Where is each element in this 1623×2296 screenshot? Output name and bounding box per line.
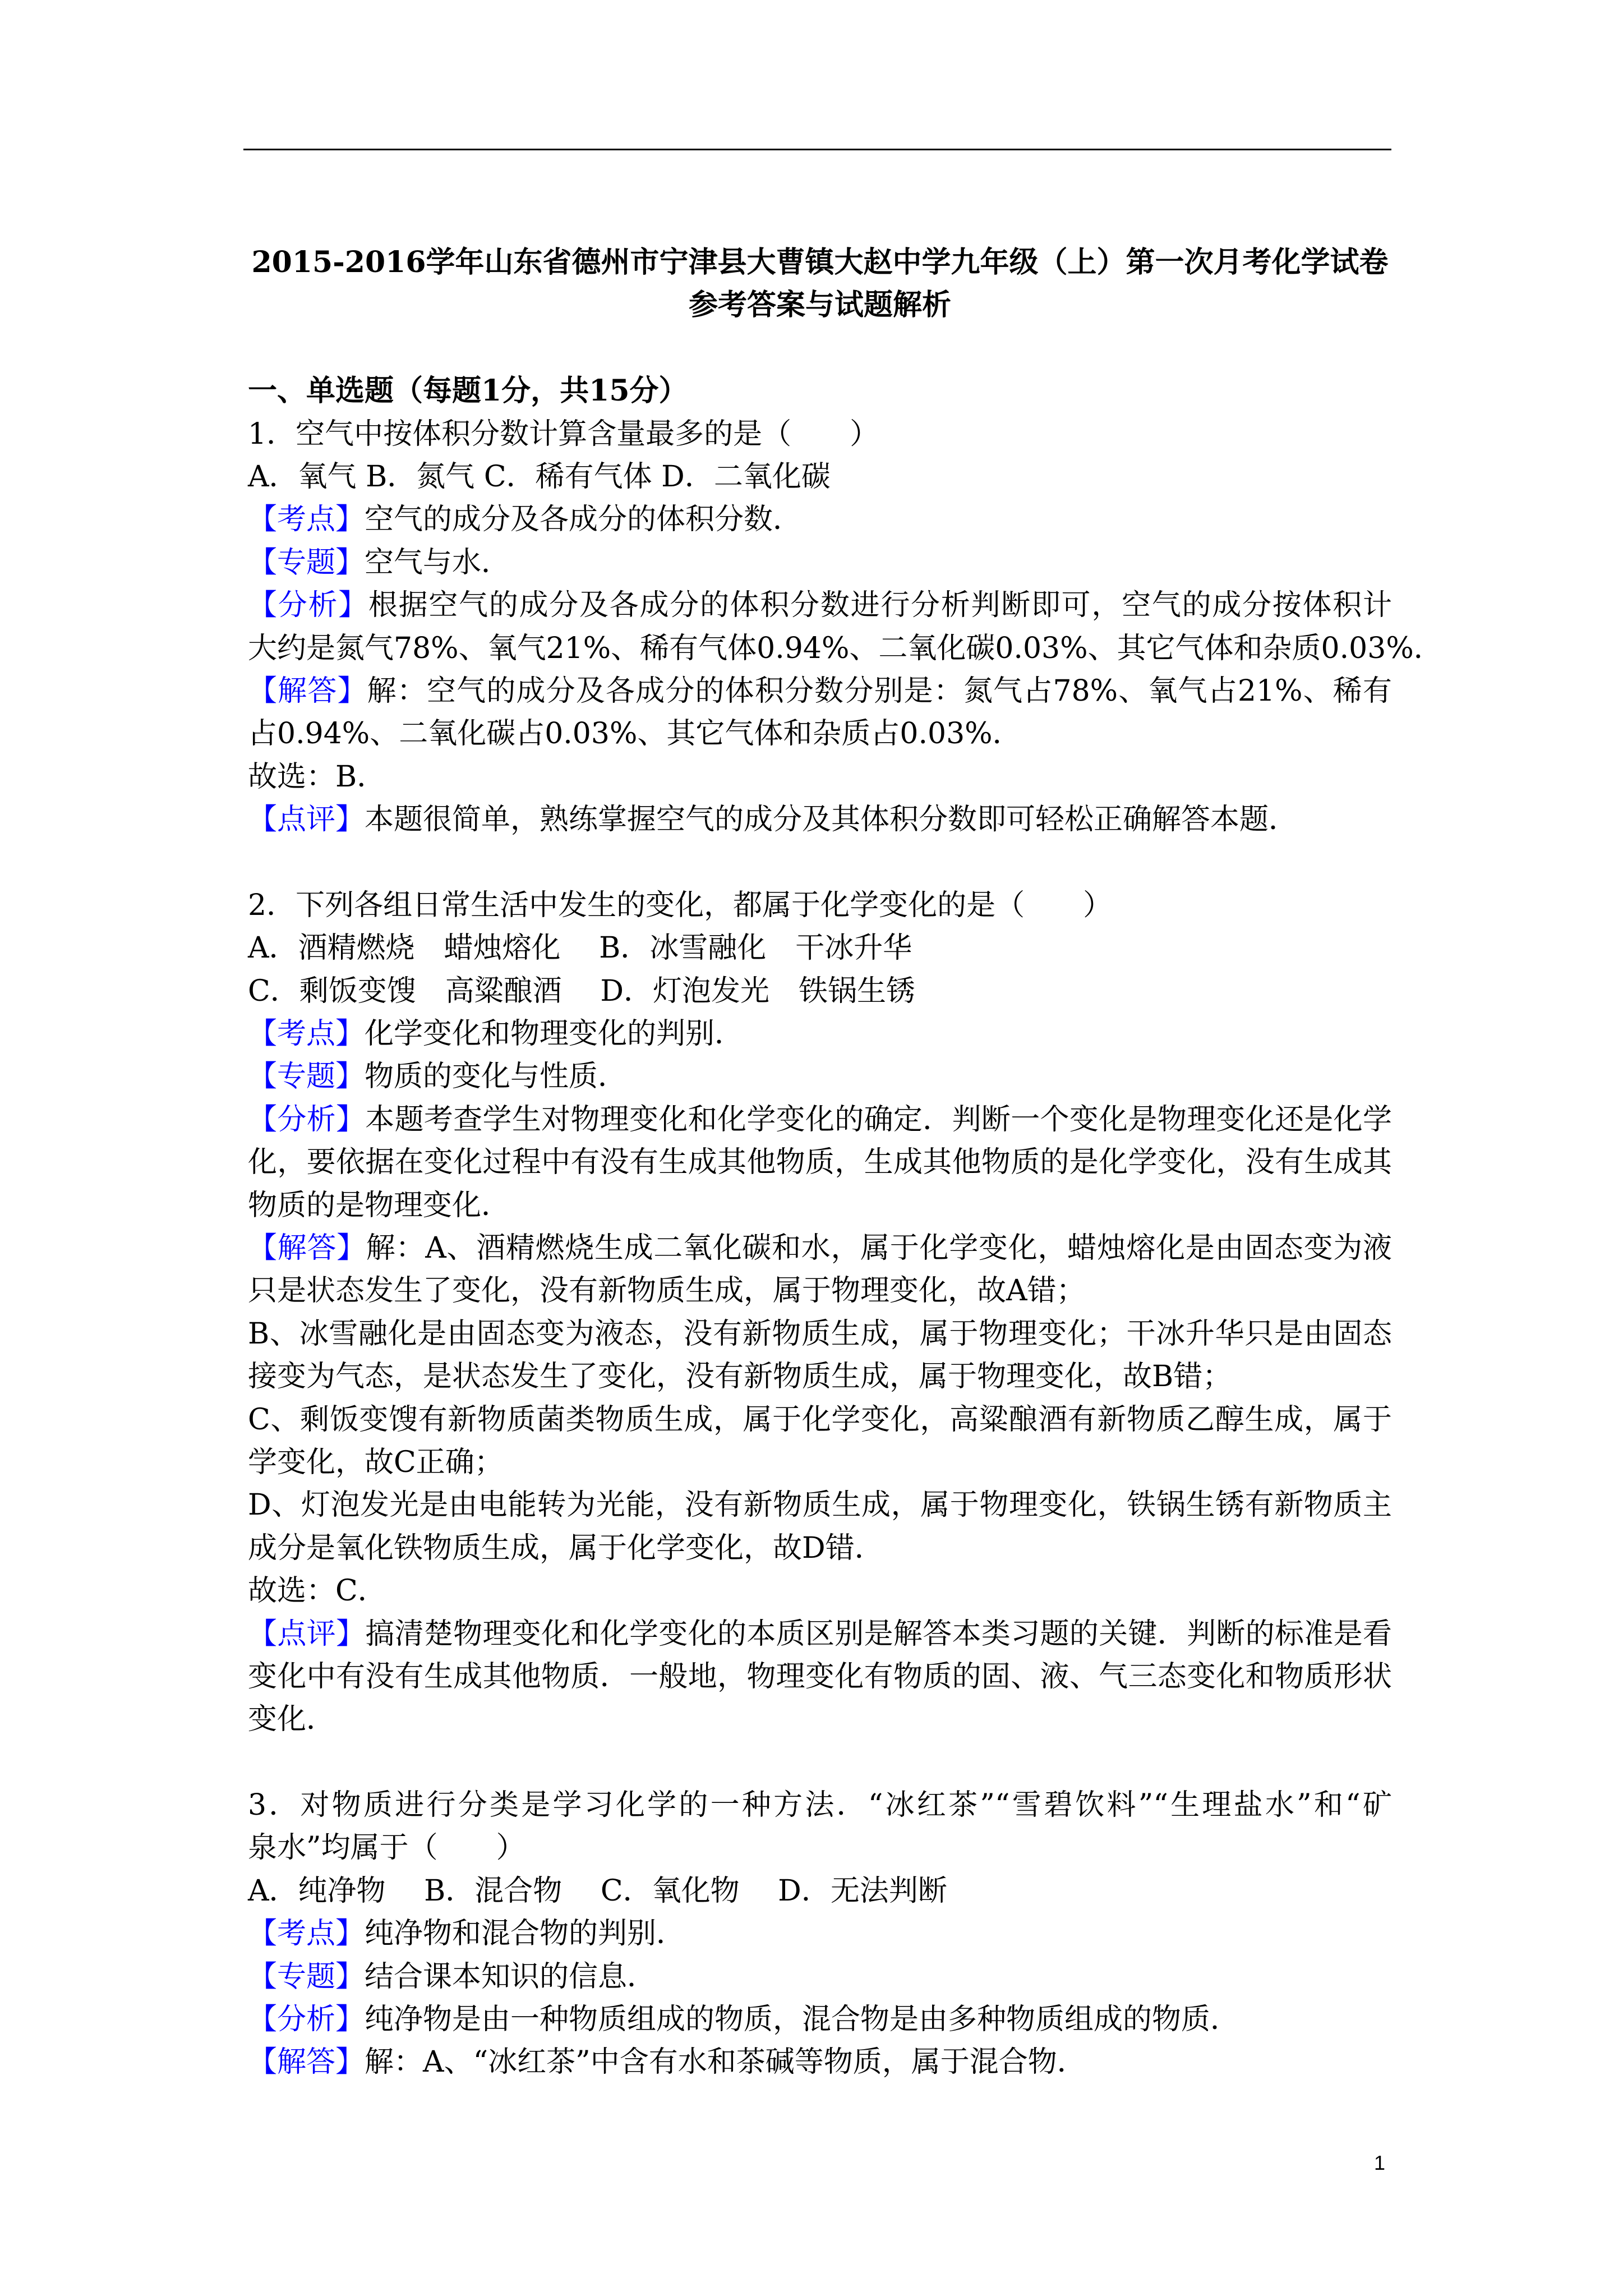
text-line	[248, 627, 1443, 670]
line-text: 物质的变化与性质．	[365, 1060, 628, 1094]
section-tag: 【专题】	[248, 1060, 365, 1094]
section-tag: 【考点】	[248, 503, 365, 537]
line-text: B、冰雪融化是由固态变为液态，没有新物质生成，属于物理变化；干冰升华只是由固态	[248, 1317, 1392, 1351]
text-line	[248, 970, 1392, 1013]
section-tag: 【专题】	[248, 1959, 365, 1994]
text-line	[248, 1655, 1392, 1698]
text-line	[248, 1698, 1392, 1741]
text-line	[248, 541, 1392, 584]
text-line	[248, 1570, 1392, 1612]
line-text: 解：A、“冰红茶”中含有水和茶碱等物质，属于混合物．	[365, 2045, 1086, 2079]
line-text: A．纯净物 B．混合物 C．氧化物 D．无法判断	[248, 1874, 947, 1908]
text-line	[248, 1398, 1392, 1441]
line-text: 接变为气态，是状态发生了变化，没有新物质生成，属于物理变化，故B错；	[248, 1360, 1232, 1394]
line-text: 化，要依据在变化过程中有没有生成其他物质，生成其他物质的是化学变化，没有生成其	[248, 1145, 1392, 1180]
spacer	[248, 327, 1392, 370]
line-text: 大约是氮气78%、氧气21%、稀有气体0.94%、二氧化碳0.03%、其它气体和杂质0.03%．	[248, 631, 1443, 665]
text-line	[248, 1484, 1392, 1526]
question-3	[248, 1784, 1392, 2084]
line-text: 物质的是物理变化．	[248, 1188, 511, 1222]
text-line	[248, 1613, 1392, 1655]
line-text: D、灯泡发光是由电能转为光能，没有新物质生成，属于物理变化，铁锅生锈有新物质主	[248, 1488, 1392, 1522]
line-text: 故选：B．	[248, 760, 386, 794]
line-text: C、剩饭变馊有新物质菌类物质生成，属于化学变化，高粱酿酒有新物质乙醇生成，属于	[248, 1402, 1392, 1437]
spacer	[248, 841, 1392, 884]
text-line	[248, 1826, 1392, 1869]
line-text: A．酒精燃烧 蜡烛熔化 B．冰雪融化 干冰升华	[248, 931, 912, 965]
question-list	[248, 413, 1443, 2084]
text-line	[248, 884, 1392, 927]
line-text: 纯净物是由一种物质组成的物质，混合物是由多种物质组成的物质．	[365, 2003, 1240, 2037]
line-text: 变化．	[248, 1703, 336, 1737]
page-number: 1	[1374, 2151, 1386, 2174]
line-text: 空气的成分及各成分的体积分数．	[365, 503, 803, 537]
document-subtitle: 参考答案与试题解析	[688, 288, 951, 323]
text-line	[248, 712, 1392, 755]
document-body	[248, 241, 1443, 2084]
text-line	[248, 1355, 1392, 1398]
text-line	[248, 1912, 1392, 1955]
section-tag: 【点评】	[248, 1617, 366, 1651]
text-line	[248, 1098, 1392, 1141]
section-tag: 【考点】	[248, 1017, 365, 1051]
line-text: 纯净物和混合物的判别．	[365, 1917, 686, 1951]
text-line	[248, 1870, 1392, 1912]
text-line	[248, 1784, 1392, 1826]
section-tag: 【点评】	[248, 803, 365, 837]
text-line	[248, 584, 1392, 627]
question-2	[248, 884, 1392, 1741]
line-text: 1．空气中按体积分数计算含量最多的是（ ）	[248, 417, 879, 451]
line-text: C．剩饭变馊 高粱酿酒 D．灯泡发光 铁锅生锈	[248, 974, 916, 1008]
text-line	[248, 1441, 1392, 1484]
text-line	[248, 1527, 1392, 1570]
section-heading: 一、单选题（每题1分，共15分）	[248, 374, 688, 408]
document-title: 2015-2016学年山东省德州市宁津县大曹镇大赵中学九年级（上）第一次月考化学试卷	[251, 245, 1389, 279]
text-line	[248, 1269, 1392, 1312]
section-tag: 【解答】	[248, 1231, 366, 1265]
line-text: 变化中有没有生成其他物质．一般地，物理变化有物质的固、液、气三态变化和物质形状	[248, 1659, 1392, 1694]
text-line	[248, 670, 1392, 712]
text-line	[248, 1184, 1392, 1227]
text-line	[248, 927, 1392, 969]
section-tag: 【分析】	[248, 1102, 366, 1137]
text-line	[248, 498, 1392, 541]
text-line	[248, 1055, 1392, 1098]
text-line	[248, 1998, 1392, 2041]
text-line	[248, 1141, 1392, 1184]
text-line	[248, 413, 1392, 455]
line-text: 解：A、酒精燃烧生成二氧化碳和水，属于化学变化，蜡烛熔化是由固态变为液	[366, 1231, 1392, 1265]
line-text: 2．下列各组日常生活中发生的变化，都属于化学变化的是（ ）	[248, 888, 1113, 922]
section-tag: 【分析】	[248, 588, 368, 623]
line-text: 成分是氧化铁物质生成，属于化学变化，故D错．	[248, 1531, 884, 1565]
text-line	[248, 798, 1392, 841]
line-text: 本题很简单，熟练掌握空气的成分及其体积分数即可轻松正确解答本题．	[365, 803, 1298, 837]
line-text: 泉水”均属于（ ）	[248, 1831, 525, 1865]
section-tag: 【解答】	[248, 674, 367, 708]
line-text: 化学变化和物理变化的判别．	[365, 1017, 744, 1051]
section-tag: 【解答】	[248, 2045, 365, 2079]
text-line	[248, 1313, 1392, 1355]
text-line	[248, 1955, 1392, 1998]
line-text: 空气与水．	[365, 545, 511, 579]
line-text: 3．对物质进行分类是学习化学的一种方法．“冰红茶”“雪碧饮料”“生理盐水”和“矿	[248, 1788, 1392, 1823]
line-text: 本题考查学生对物理变化和化学变化的确定．判断一个变化是物理变化还是化学	[365, 1102, 1392, 1137]
line-text: 占0.94%、二氧化碳占0.03%、其它气体和杂质占0.03%．	[248, 717, 1022, 751]
line-text: 结合课本知识的信息．	[365, 1959, 657, 1994]
line-text: 解：空气的成分及各成分的体积分数分别是：氮气占78%、氧气占21%、稀有	[367, 674, 1392, 708]
line-text: A．氧气 B．氮气 C．稀有气体 D．二氧化碳	[248, 459, 831, 494]
header-rule	[243, 149, 1391, 150]
line-text: 只是状态发生了变化，没有新物质生成，属于物理变化，故A错；	[248, 1274, 1086, 1308]
text-line	[248, 1013, 1392, 1055]
line-text: 故选：C．	[248, 1574, 387, 1608]
text-line	[248, 2041, 1392, 2083]
text-line	[248, 1227, 1392, 1269]
line-text: 搞清楚物理变化和化学变化的本质区别是解答本类习题的关键．判断的标准是看	[365, 1617, 1392, 1651]
text-line	[248, 455, 1392, 498]
section-tag: 【考点】	[248, 1917, 365, 1951]
spacer	[248, 1741, 1392, 1784]
section-tag: 【分析】	[248, 2003, 365, 2037]
question-1	[248, 413, 1443, 841]
line-text: 学变化，故C正确；	[248, 1445, 504, 1479]
text-line	[248, 756, 1392, 798]
section-tag: 【专题】	[248, 545, 365, 579]
line-text: 根据空气的成分及各成分的体积分数进行分析判断即可，空气的成分按体积计	[368, 588, 1392, 623]
